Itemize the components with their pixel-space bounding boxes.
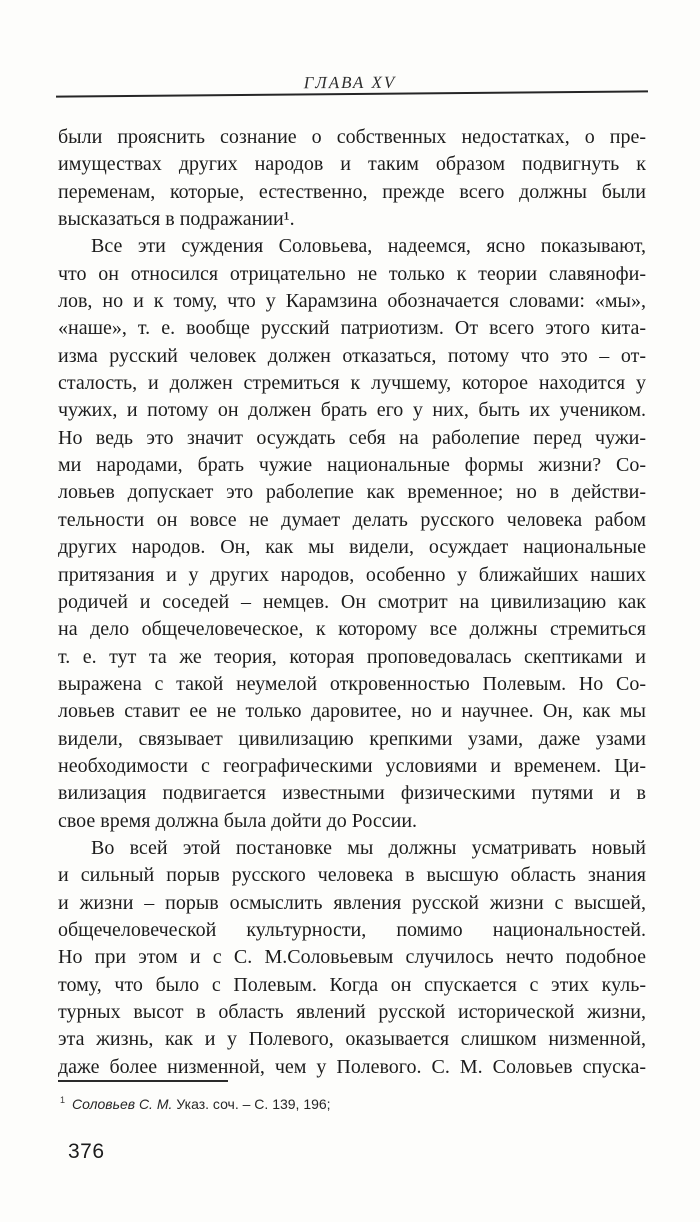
text-line: других народов. Он, как мы видели, осуждает национальные [58, 536, 646, 559]
text-line: Все эти суждения Соловьева, надеемся, ясно показывают, [91, 235, 646, 258]
text-line: необходимости с географическими условиями и временем. Ци- [58, 754, 646, 777]
body-text [58, 124, 646, 1081]
text-line: на дело общечеловеческое, к которому все должны стремиться [58, 618, 646, 641]
text-line: ловьев допускает это раболепие как временное; но в действи- [58, 481, 646, 504]
paragraph [58, 835, 646, 1081]
footnote-citation: Указ. соч. – С. 139, 196; [176, 1096, 331, 1112]
text-line: свое время должна была дойти до России. [58, 809, 418, 832]
text-line: общечеловеческой культурности, помимо национальностей. [58, 918, 646, 941]
text-line: родичей и соседей – немцев. Он смотрит на цивилизацию как [58, 590, 646, 613]
text-line: переменам, которые, естественно, прежде всего должны были [58, 180, 646, 203]
running-head-chapter-title: ГЛАВА XV [303, 72, 397, 93]
text-line: чужих, и потому он должен брать его у них, быть их учеником. [58, 399, 646, 422]
text-line: тому, что было с Полевым. Когда он спускается с этих куль- [58, 973, 646, 996]
text-line: что он относился отрицательно не только к теории славянофи- [58, 262, 646, 285]
text-line: вилизация подвигается известными физическими путями и в [58, 782, 646, 805]
paragraph [58, 124, 646, 233]
text-line: и жизни – порыв осмыслить явления русской жизни с высшей, [58, 891, 646, 914]
text-line: притязания и у других народов, особенно у ближайших наших [58, 563, 646, 586]
text-line: были прояснить сознание о собственных недостатках, о пре- [58, 126, 646, 148]
text-line: и сильный порыв русского человека в высшую область знания [58, 864, 646, 887]
text-line: т. е. тут та же теория, которая проповедовалась скептиками и [58, 645, 646, 668]
text-line: ловьев ставит ее не только даровитее, но и научнее. Он, как мы [58, 700, 646, 723]
text-line: эта жизнь, как и у Полевого, оказывается слишком низменной, [58, 1028, 646, 1051]
footnote-author: Соловьев С. М. [72, 1096, 173, 1112]
text-line: сталость, и должен стремиться к лучшему, которое находится у [58, 372, 646, 395]
text-line: ми народами, брать чужие национальные формы жизни? Со- [58, 454, 646, 477]
footnote-separator-rule [58, 1080, 228, 1082]
text-line: имуществах других народов и таким образом подвигнуть к [58, 153, 646, 176]
text-line: высказаться в подражании¹. [58, 208, 295, 231]
text-line: выражена с такой неумелой откровенностью Полевым. Но Со- [58, 672, 646, 695]
text-line: лов, но и к тому, что у Карамзина обозначается словами: «мы», [58, 290, 646, 313]
text-line: изма русский человек должен отказаться, потому что это – от- [58, 344, 646, 367]
text-line: видели, связывает цивилизацию крепкими узами, даже узами [58, 727, 646, 750]
text-line: «наше», т. е. вообще русский патриотизм. От всего этого кита- [58, 317, 646, 340]
text-line: турных высот в область явлений русской исторической жизни, [58, 1001, 646, 1023]
paragraph [58, 233, 646, 835]
text-line: тельности он вовсе не думает делать русского человека рабом [58, 508, 646, 531]
text-line: даже более низменной, чем у Полевого. С. М. Соловьев спуска- [58, 1055, 646, 1078]
footnote-marker: 1 [60, 1095, 66, 1105]
text-line: Но ведь это значит осуждать себя на раболепие перед чужи- [58, 426, 646, 449]
text-line: Но при этом и с С. М.Соловьевым случилось нечто подобное [58, 946, 646, 969]
footnote [60, 1091, 331, 1113]
page-number: 376 [68, 1140, 105, 1163]
text-line: Во всей этой постановке мы должны усматривать новый [91, 836, 646, 859]
